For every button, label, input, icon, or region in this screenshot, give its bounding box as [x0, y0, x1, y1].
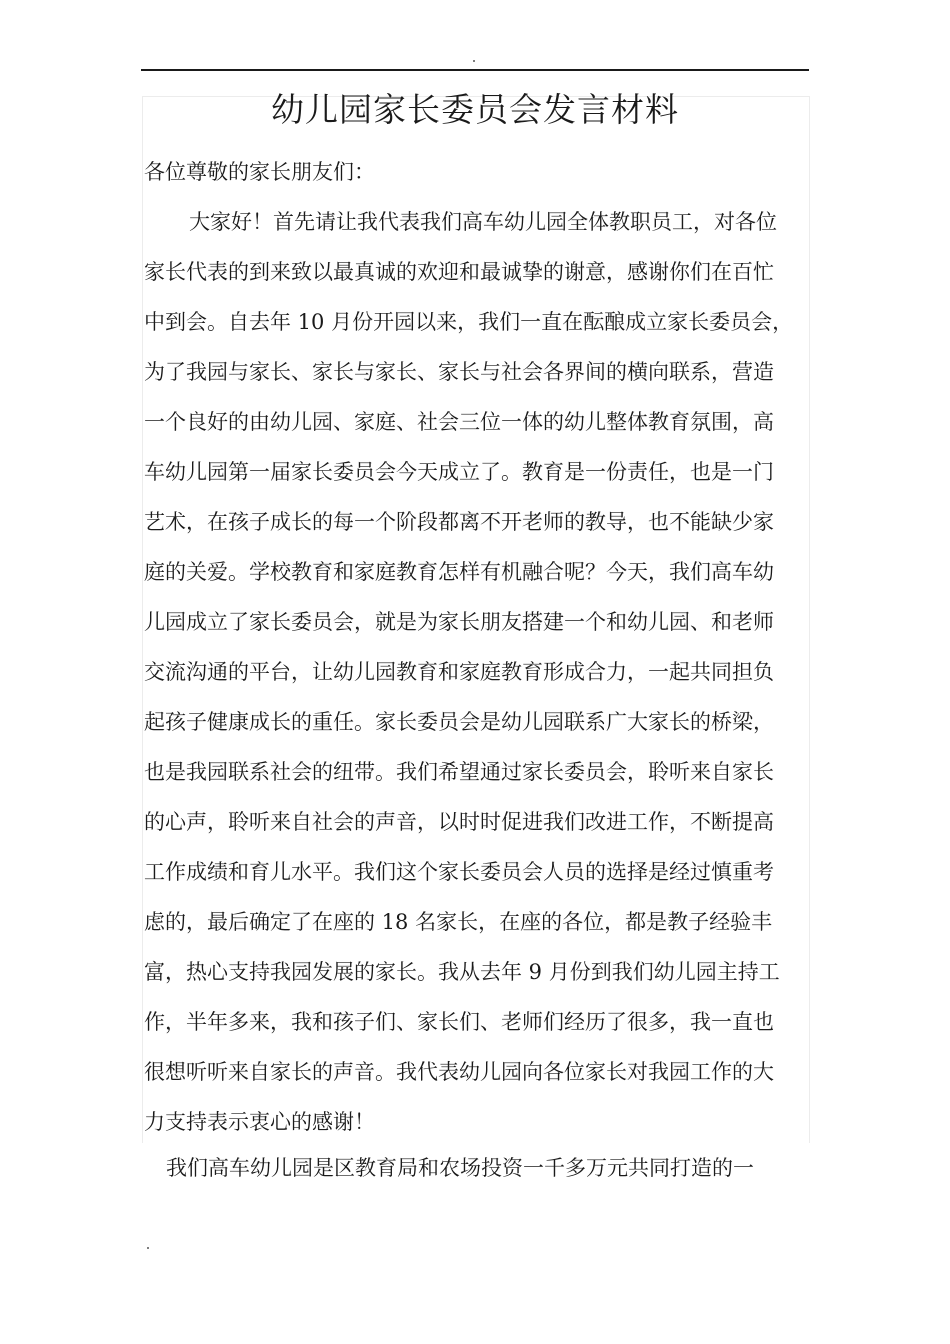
paragraph-line: 为了我园与家长、家长与家长、家长与社会各界间的横向联系，营造	[144, 360, 774, 384]
paragraph-line: 虑的，最后确定了在座的 18 名家长，在座的各位，都是教子经验丰	[144, 910, 773, 934]
paragraph-line: 力支持表示衷心的感谢！	[144, 1110, 375, 1134]
greeting: 各位尊敬的家长朋友们：	[144, 160, 375, 184]
header-rule	[141, 69, 809, 71]
paragraph-line: 艺术，在孩子成长的每一个阶段都离不开老师的教导，也不能缺少家	[144, 510, 774, 534]
paragraph-line: 起孩子健康成长的重任。家长委员会是幼儿园联系广大家长的桥梁，	[144, 710, 774, 734]
paragraph-line: 富，热心支持我园发展的家长。我从去年 9 月份到我们幼儿园主持工	[144, 960, 780, 984]
footer-dot	[147, 1247, 149, 1249]
paragraph-line: 中到会。自去年 10 月份开园以来，我们一直在酝酿成立家长委员会，	[144, 310, 794, 334]
paragraph-line: 儿园成立了家长委员会，就是为家长朋友搭建一个和幼儿园、和老师	[144, 610, 774, 634]
next-paragraph: 我们高车幼儿园是区教育局和农场投资一千多万元共同打造的一	[166, 1156, 754, 1180]
paragraph-line: 很想听听来自家长的声音。我代表幼儿园向各位家长对我园工作的大	[144, 1060, 774, 1084]
paragraph-line: 也是我园联系社会的纽带。我们希望通过家长委员会，聆听来自家长	[144, 760, 774, 784]
page-title: 幼儿园家长委员会发言材料	[271, 90, 679, 129]
paragraph-line: 大家好！首先请让我代表我们高车幼儿园全体教职员工，对各位	[189, 210, 777, 234]
paragraph-line: 交流沟通的平台，让幼儿园教育和家庭教育形成合力，一起共同担负	[144, 660, 774, 684]
paragraph-line: 庭的关爱。学校教育和家庭教育怎样有机融合呢？今天，我们高车幼	[144, 560, 774, 584]
paragraph-line: 一个良好的由幼儿园、家庭、社会三位一体的幼儿整体教育氛围，高	[144, 410, 774, 434]
header-dot	[473, 60, 475, 62]
paragraph-line: 工作成绩和育儿水平。我们这个家长委员会人员的选择是经过慎重考	[144, 860, 774, 884]
paragraph-line: 作，半年多来，我和孩子们、家长们、老师们经历了很多，我一直也	[144, 1010, 774, 1034]
body-paragraph	[144, 206, 824, 1156]
paragraph-line: 的心声，聆听来自社会的声音，以时时促进我们改进工作，不断提高	[144, 810, 774, 834]
paragraph-line: 车幼儿园第一届家长委员会今天成立了。教育是一份责任，也是一门	[144, 460, 774, 484]
paragraph-line: 家长代表的到来致以最真诚的欢迎和最诚挚的谢意，感谢你们在百忙	[144, 260, 774, 284]
